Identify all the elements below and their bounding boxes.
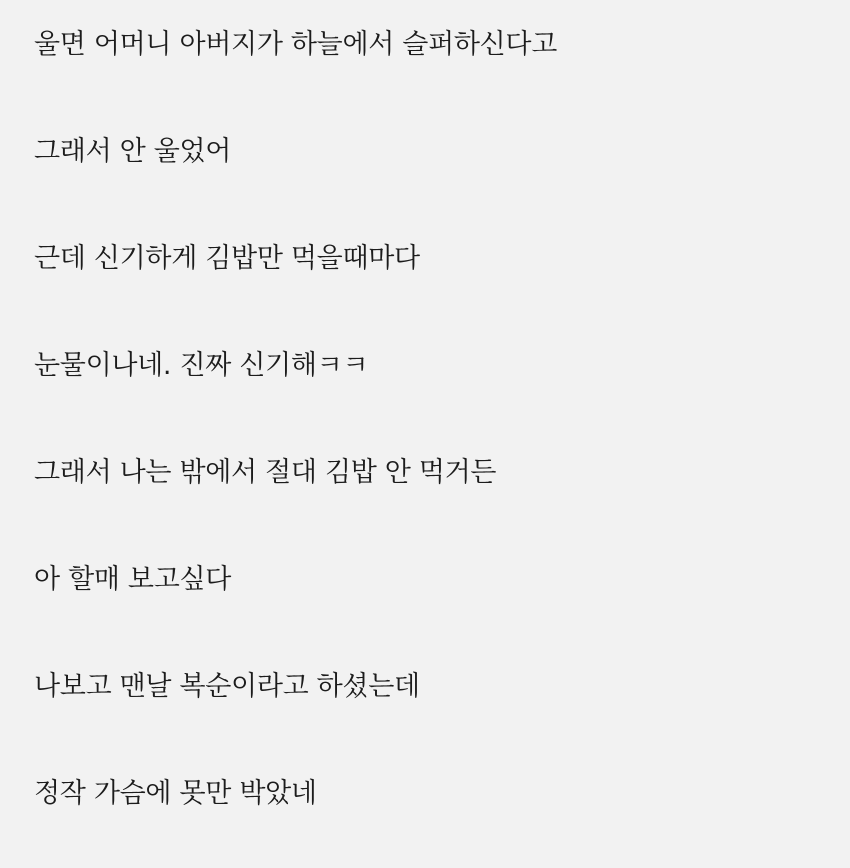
text-line: 근데 신기하게 김밥만 먹을때마다 [34, 243, 420, 274]
line-spacer [34, 490, 816, 563]
line-spacer [34, 383, 816, 456]
text-line: 아 할매 보고싶다 [34, 564, 232, 595]
text-line: 울면 어머니 아버지가 하늘에서 슬퍼하신다고 [34, 29, 557, 60]
line-spacer [34, 276, 816, 349]
line-spacer [34, 597, 816, 670]
line-spacer [34, 169, 816, 242]
text-line: 눈물이나네. 진짜 신기해ㅋㅋ [34, 350, 369, 381]
text-body [34, 28, 816, 811]
text-line: 그래서 안 울었어 [34, 136, 232, 167]
line-spacer [34, 62, 816, 135]
text-line: 나보고 맨날 복순이라고 하셨는데 [34, 671, 420, 702]
text-line: 정작 가슴에 못만 박았네 [34, 778, 317, 809]
line-spacer [34, 704, 816, 777]
text-line: 그래서 나는 밖에서 절대 김밥 안 먹거든 [34, 457, 497, 488]
